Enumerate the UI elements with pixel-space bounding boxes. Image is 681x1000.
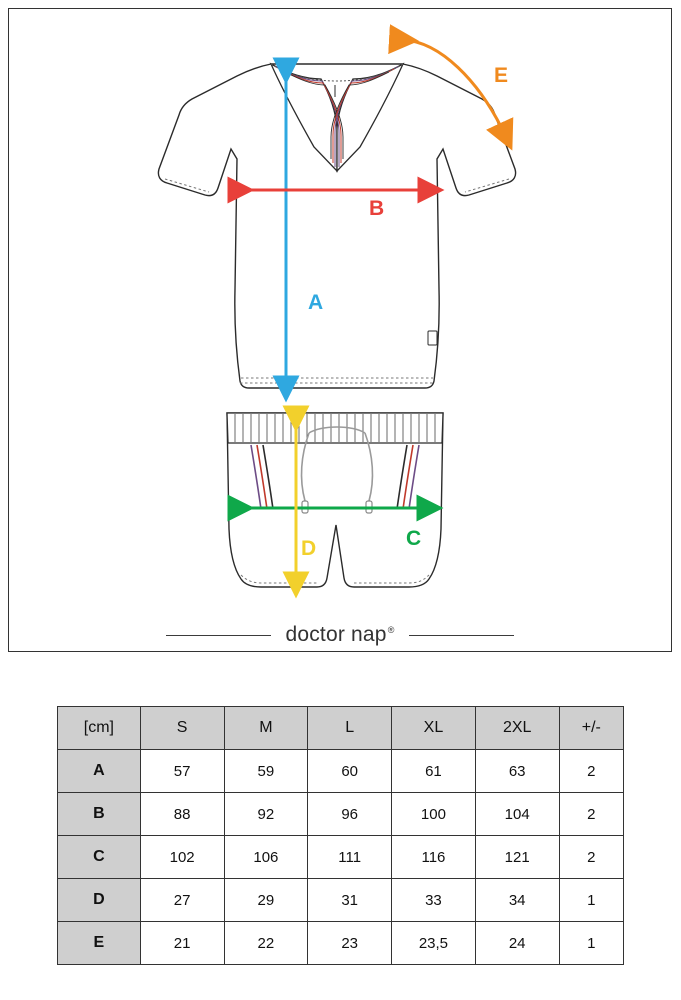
cell-d-tolerance: 1 [559,879,623,922]
cell-a-2xl: 63 [475,750,559,793]
header-size-m: M [224,707,308,750]
brand-registered-mark: ® [387,625,395,635]
tshirt-side-label [428,331,437,345]
cell-d-m: 29 [224,879,308,922]
measure-e-label: E [494,64,509,87]
row-label-e: E [58,922,141,965]
cell-c-l: 111 [308,836,392,879]
header-unit: [cm] [58,707,141,750]
cell-b-l: 96 [308,793,392,836]
cell-c-xl: 116 [392,836,476,879]
cell-a-tolerance: 2 [559,750,623,793]
cell-e-m: 22 [224,922,308,965]
brand-row [8,618,672,652]
cell-e-s: 21 [140,922,224,965]
table-row [58,922,624,965]
size-table-wrap [57,706,624,965]
size-table-head [58,707,624,750]
cell-e-tolerance: 1 [559,922,623,965]
size-table-body [58,750,624,965]
brand-rule-left [166,635,271,636]
table-row [58,750,624,793]
cell-c-s: 102 [140,836,224,879]
cell-a-xl: 61 [392,750,476,793]
row-label-d: D [58,879,141,922]
measure-a-label: A [308,291,324,314]
measure-c-label: C [406,527,422,550]
header-tolerance: +/- [559,707,623,750]
cell-c-2xl: 121 [475,836,559,879]
table-row [58,879,624,922]
cell-d-2xl: 34 [475,879,559,922]
header-size-xl: XL [392,707,476,750]
garment-diagram-svg [9,9,671,651]
cell-b-s: 88 [140,793,224,836]
table-row [58,836,624,879]
cell-a-l: 60 [308,750,392,793]
cell-c-m: 106 [224,836,308,879]
row-label-b: B [58,793,141,836]
brand-rule-right [409,635,514,636]
illustration-panel [8,8,672,652]
table-header-row [58,707,624,750]
header-size-s: S [140,707,224,750]
cell-d-xl: 33 [392,879,476,922]
cell-d-s: 27 [140,879,224,922]
row-label-a: A [58,750,141,793]
cell-a-m: 59 [224,750,308,793]
header-size-l: L [308,707,392,750]
cell-c-tolerance: 2 [559,836,623,879]
header-size-2xl: 2XL [475,707,559,750]
row-label-c: C [58,836,141,879]
measure-d-label: D [301,537,317,560]
size-table [57,706,624,965]
table-row [58,793,624,836]
cell-b-xl: 100 [392,793,476,836]
measure-b-label: B [369,197,385,220]
cell-b-m: 92 [224,793,308,836]
cell-e-l: 23 [308,922,392,965]
brand-name [271,623,408,647]
cell-e-2xl: 24 [475,922,559,965]
cell-e-xl: 23,5 [392,922,476,965]
brand-name-text: doctor nap [285,623,387,646]
cell-a-s: 57 [140,750,224,793]
cell-b-tolerance: 2 [559,793,623,836]
cell-b-2xl: 104 [475,793,559,836]
cell-d-l: 31 [308,879,392,922]
